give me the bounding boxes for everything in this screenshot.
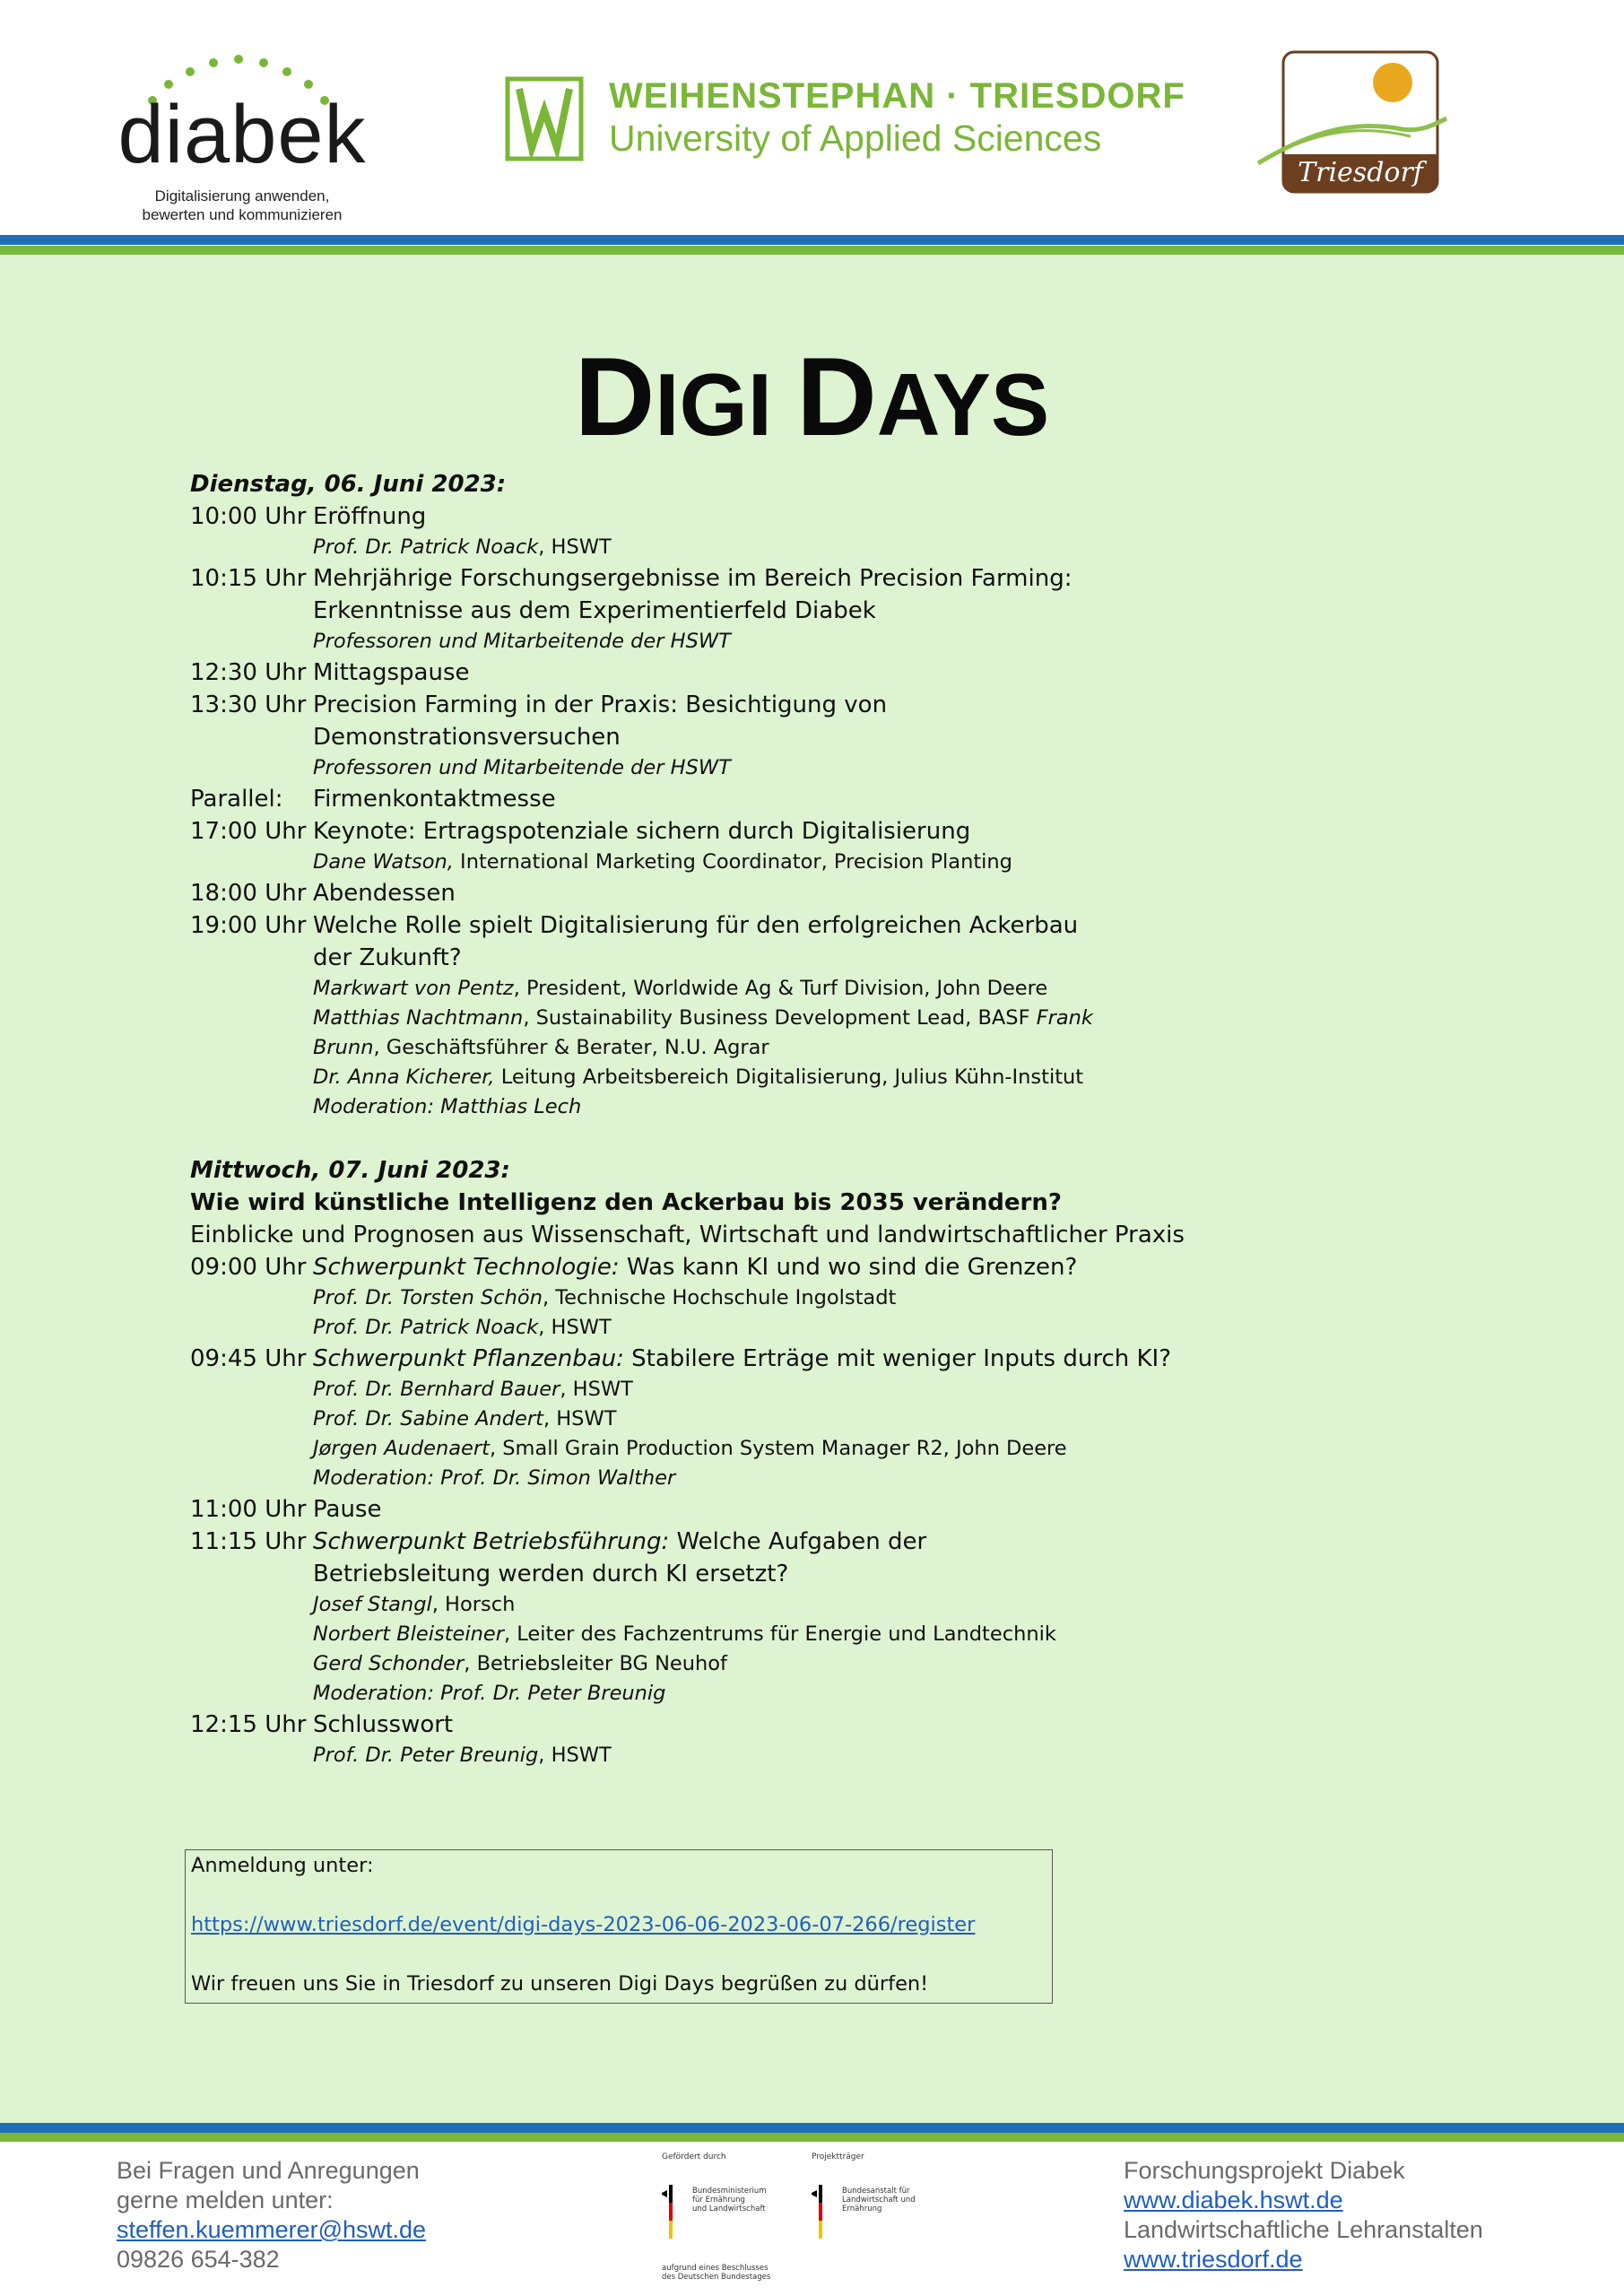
schedule-row xyxy=(190,562,1177,595)
diabek-wordmark: diabek xyxy=(117,89,367,180)
row-time: 11:15 Uhr xyxy=(190,1528,307,1555)
row-time: Parallel: xyxy=(190,786,283,813)
diabek-tagline xyxy=(117,187,368,224)
triesdorf-emblem xyxy=(1249,47,1455,199)
speaker-row: Dane Watson, International Marketing Coordinator, Precision Planting xyxy=(313,850,1012,874)
page-header xyxy=(0,0,1624,235)
triesdorf-website-link[interactable]: www.triesdorf.de xyxy=(1124,2246,1303,2273)
row-time: 10:00 Uhr xyxy=(190,503,307,530)
row-time: 09:45 Uhr xyxy=(190,1345,307,1372)
contact-line-2: gerne melden unter: xyxy=(117,2187,334,2213)
moderation-row: Moderation: Prof. Dr. Peter Breunig xyxy=(313,1682,666,1705)
row-time: 09:00 Uhr xyxy=(190,1254,307,1281)
speaker-row: Prof. Dr. Patrick Noack, HSWT xyxy=(313,535,612,559)
hswt-w-mark xyxy=(505,76,584,161)
schedule-row xyxy=(190,783,1177,815)
schedule-row xyxy=(190,877,1177,909)
registration-label: Anmeldung unter: xyxy=(191,1854,374,1877)
row-title: Mehrjährige Forschungsergebnisse im Bereich Precision Farming: xyxy=(313,565,1073,592)
contact-line-1: Bei Fragen und Anregungen xyxy=(117,2157,420,2184)
schedule-row-continued: Betriebsleitung werden durch KI ersetzt? xyxy=(313,1561,789,1587)
schedule-row: 11:15 Uhr Schwerpunkt Betriebsführung: Welche Aufgaben der xyxy=(190,1526,1177,1558)
row-title: Keynote: Ertragspotenziale sichern durch Digitalisierung xyxy=(313,818,971,845)
footer-stripe-green xyxy=(0,2133,1624,2142)
carrier-caption: Projektträger xyxy=(812,2152,864,2161)
project-name: Forschungsprojekt Diabek xyxy=(1124,2157,1405,2184)
funder-note: aufgrund eines Beschlusses des Deutschen Bundestages xyxy=(662,2264,771,2282)
schedule-row xyxy=(190,689,1177,721)
schedule-row xyxy=(190,815,1177,848)
moderation-row: Moderation: Prof. Dr. Simon Walther xyxy=(313,1466,676,1490)
contact-email-link[interactable]: steffen.kuemmerer@hswt.de xyxy=(117,2216,427,2243)
speaker-row: Markwart von Pentz, President, Worldwide Ag & Turf Division, John Deere xyxy=(313,977,1048,1000)
speaker-row: Matthias Nachtmann, Sustainability Business Development Lead, BASF Frank xyxy=(313,1006,1093,1030)
diabek-tagline-1: Digitalisierung anwenden, xyxy=(154,187,330,204)
contact-phone: 09826 654-382 xyxy=(117,2246,280,2273)
footer-contact xyxy=(117,2156,426,2274)
row-title: Firmenkontaktmesse xyxy=(313,786,556,813)
triesdorf-logo xyxy=(1249,47,1455,199)
hswt-subtitle: University of Applied Sciences xyxy=(609,117,1102,159)
page-title: DIGI DAYS xyxy=(574,335,1050,460)
hswt-name: WEIHENSTEPHAN · TRIESDORF xyxy=(609,76,1185,116)
speaker-row: Professoren und Mitarbeitende der HSWT xyxy=(313,630,731,653)
day-intro: Einblicke und Prognosen aus Wissenschaft, Wirtschaft und landwirtschaftlicher Praxis xyxy=(190,1222,1185,1248)
row-title: Precision Farming in der Praxis: Besichtigung von xyxy=(313,691,888,718)
diabek-tagline-2: bewerten und kommunizieren xyxy=(142,206,343,223)
institution-name: Landwirtschaftliche Lehranstalten xyxy=(1124,2216,1483,2243)
speaker-row: Prof. Dr. Peter Breunig, HSWT xyxy=(313,1744,612,1767)
speaker-row: Brunn, Geschäftsführer & Berater, N.U. Agrar xyxy=(313,1036,769,1059)
speaker-row: Prof. Dr. Patrick Noack, HSWT xyxy=(313,1316,612,1339)
speaker-row: Prof. Dr. Sabine Andert, HSWT xyxy=(313,1407,617,1431)
hswt-logo xyxy=(505,76,1185,161)
registration-link[interactable]: https://www.triesdorf.de/event/digi-days-2023-06-06-2023-06-07-266/register xyxy=(191,1913,976,1936)
funder-caption: Gefördert durch xyxy=(662,2152,726,2161)
triesdorf-wordmark: Triesdorf xyxy=(1298,157,1423,188)
speaker-row: Gerd Schonder, Betriebsleiter BG Neuhof xyxy=(313,1652,727,1675)
federal-eagle-flag-icon xyxy=(662,2185,687,2239)
row-title: Eröffnung xyxy=(313,503,427,530)
row-time: 11:00 Uhr xyxy=(190,1496,307,1523)
speaker-row: Dr. Anna Kicherer, Leitung Arbeitsbereich Digitalisierung, Julius Kühn-Institut xyxy=(313,1065,1084,1089)
diabek-logo xyxy=(117,43,368,223)
row-time: 17:00 Uhr xyxy=(190,818,307,845)
funder-ministry: Bundesministerium für Ernährung und Landwirtschaft xyxy=(692,2187,767,2213)
moderation-row: Moderation: Matthias Lech xyxy=(313,1095,582,1118)
day-heading: Dienstag, 06. Juni 2023: xyxy=(190,471,507,498)
carrier-agency: Bundesanstalt für Landwirtschaft und Ernährung xyxy=(842,2187,916,2213)
row-title: Schlusswort xyxy=(313,1711,454,1738)
schedule-row-continued: Erkenntnisse aus dem Experimentierfeld Diabek xyxy=(313,597,876,624)
header-stripe-blue xyxy=(0,235,1624,245)
project-carrier-ble xyxy=(812,2152,946,2287)
speaker-row: Norbert Bleisteiner, Leiter des Fachzentrums für Energie und Landtechnik xyxy=(313,1622,1056,1646)
speaker-row: Prof. Dr. Bernhard Bauer, HSWT xyxy=(313,1378,633,1401)
schedule-row: 09:00 Uhr Schwerpunkt Technologie: Was kann KI und wo sind die Grenzen? xyxy=(190,1251,1177,1283)
schedule-row xyxy=(190,909,1177,942)
day-heading: Mittwoch, 07. Juni 2023: xyxy=(190,1157,510,1184)
row-time: 12:15 Uhr xyxy=(190,1711,307,1738)
schedule-row-continued: der Zukunft? xyxy=(313,944,462,971)
row-time: 19:00 Uhr xyxy=(190,912,307,939)
program-schedule xyxy=(190,468,1185,1770)
row-time: 13:30 Uhr xyxy=(190,691,307,718)
row-title: Pause xyxy=(313,1496,382,1523)
row-title: Mittagspause xyxy=(313,659,470,686)
header-stripe-green xyxy=(0,246,1624,255)
schedule-row: 09:45 Uhr Schwerpunkt Pflanzenbau: Stabilere Erträge mit weniger Inputs durch KI? xyxy=(190,1343,1177,1375)
schedule-row xyxy=(190,500,1177,533)
schedule-row xyxy=(190,1493,1177,1526)
row-time: 12:30 Uhr xyxy=(190,659,307,686)
registration-box xyxy=(185,1849,1053,2004)
registration-closing: Wir freuen uns Sie in Triesdorf zu unseren Digi Days begrüßen zu dürfen! xyxy=(191,1972,929,1996)
speaker-row: Prof. Dr. Torsten Schön, Technische Hochschule Ingolstadt xyxy=(313,1286,897,1309)
speaker-row: Josef Stangl, Horsch xyxy=(313,1593,516,1616)
schedule-row xyxy=(190,1709,1177,1741)
federal-eagle-flag-icon xyxy=(812,2185,837,2239)
row-title: Welche Rolle spielt Digitalisierung für den erfolgreichen Ackerbau xyxy=(313,912,1079,939)
schedule-row-continued: Demonstrationsversuchen xyxy=(313,724,621,751)
day-subheading: Wie wird künstliche Intelligenz den Ackerbau bis 2035 verändern? xyxy=(190,1189,1062,1216)
row-time: 10:15 Uhr xyxy=(190,565,307,592)
funder-bmel xyxy=(662,2152,796,2287)
row-time: 18:00 Uhr xyxy=(190,880,307,907)
diabek-website-link[interactable]: www.diabek.hswt.de xyxy=(1124,2187,1343,2213)
footer-project-links xyxy=(1124,2156,1483,2274)
speaker-row: Jørgen Audenaert, Small Grain Production System Manager R2, John Deere xyxy=(313,1437,1067,1460)
footer-stripe-blue xyxy=(0,2123,1624,2133)
schedule-row xyxy=(190,657,1177,689)
speaker-row: Professoren und Mitarbeitende der HSWT xyxy=(313,756,731,779)
row-title: Abendessen xyxy=(313,880,456,907)
